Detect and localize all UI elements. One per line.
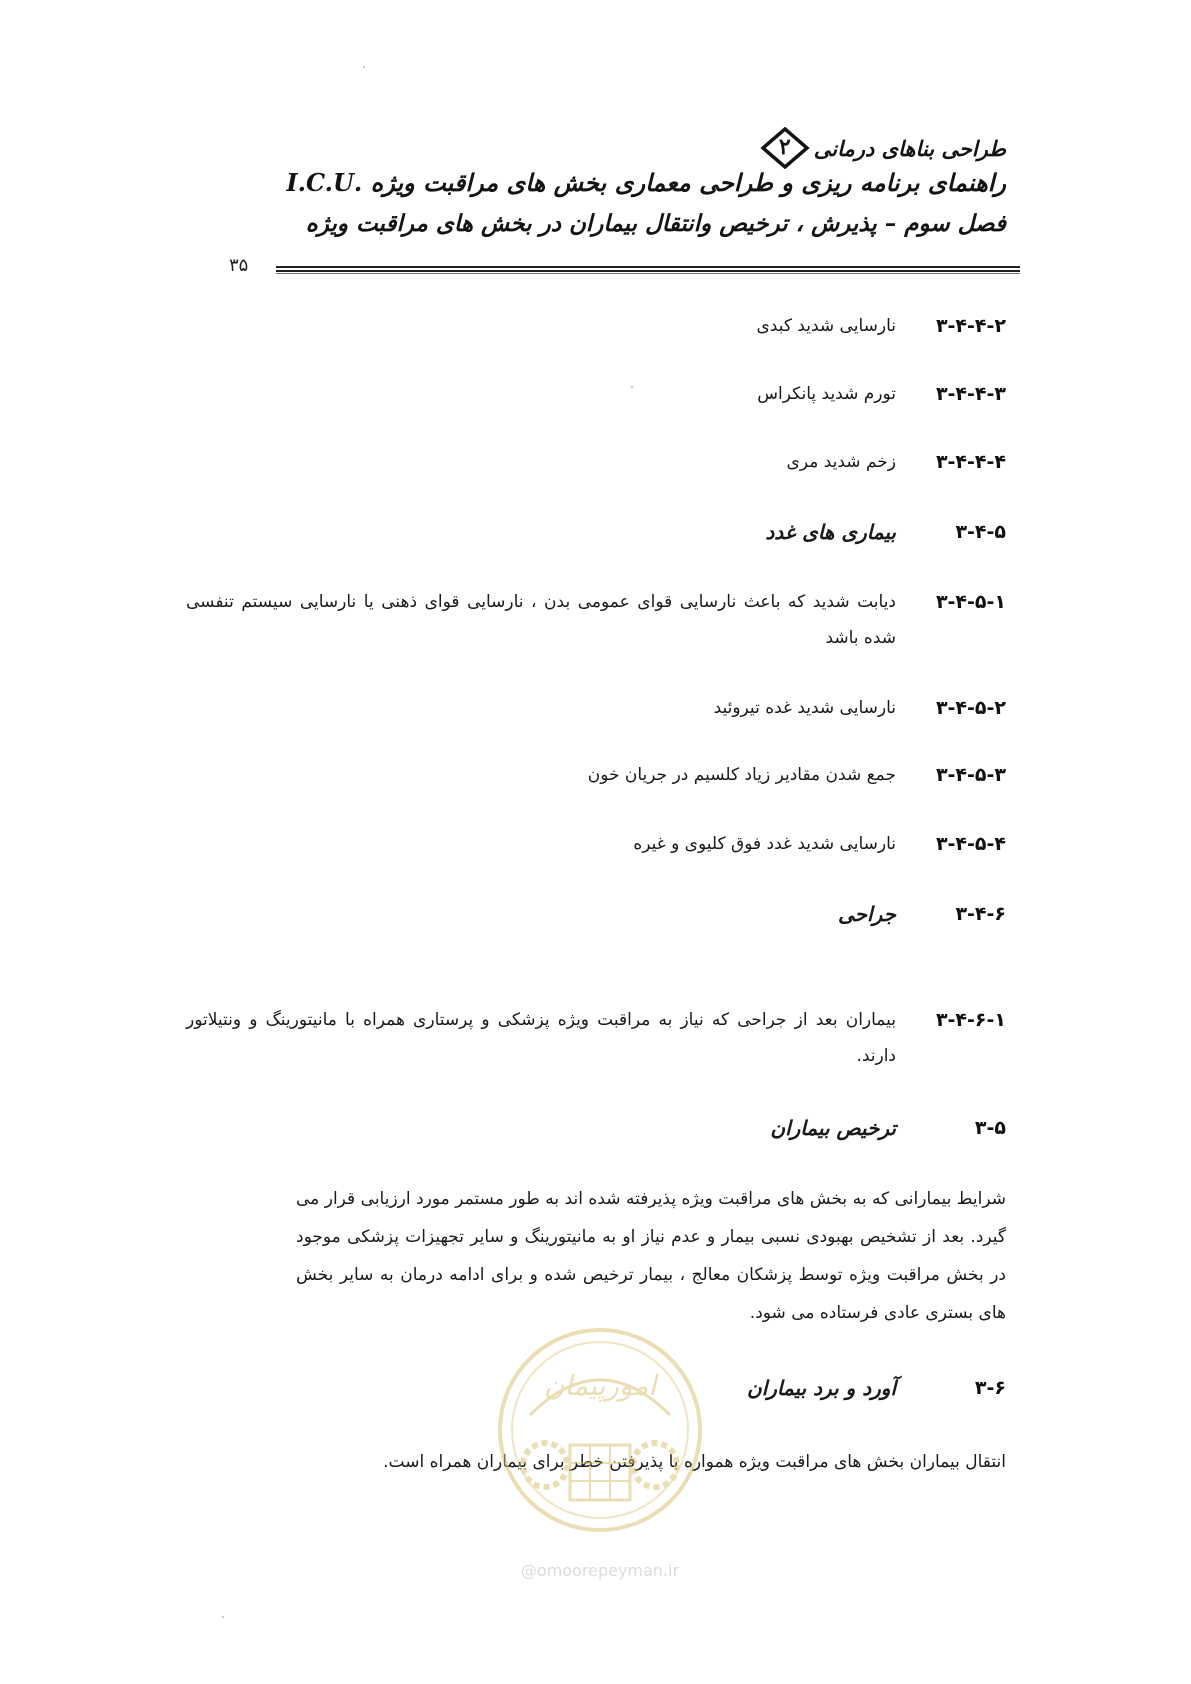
item-number: ۳-۴-۵-۳ <box>935 764 1006 786</box>
section-title: ترخیص بیماران <box>770 1116 896 1140</box>
header-rule <box>276 266 1020 274</box>
section-number: ۳-۶ <box>974 1377 1006 1399</box>
list-item <box>186 308 1006 344</box>
section-heading <box>186 896 1006 932</box>
scan-speck <box>363 66 365 68</box>
body-paragraph: شرایط بیمارانی که به بخش های مراقبت ویژه پذیرفته شده اند به طور مستمر مورد ارزیابی قرار می گیرد. بعد از تشخیص بهبودی نسبی بیمار و عدم نیاز او به مانیتورینگ و سایر تجهیزات پزشکی موجود در بخش مراقبت ویژه توسط پزشکان معالج ، بیمار ترخیص شده و برای ادامه درمان به سایر بخش های بستری عادی فرستاده می شود. <box>296 1189 1006 1323</box>
book-number-diamond-icon <box>760 127 810 169</box>
section-number: ۳-۵ <box>974 1117 1006 1139</box>
scan-speck <box>631 386 633 388</box>
list-item <box>186 757 1006 793</box>
watermark-url: @omoorepeyman.ir <box>520 1561 680 1580</box>
watermark-seal <box>490 1305 710 1595</box>
scan-speck <box>222 1616 224 1618</box>
item-text: نارسایی شدید کبدی <box>756 316 896 336</box>
section-number: ۳-۴-۶ <box>955 903 1006 925</box>
item-number: ۳-۴-۴-۴ <box>935 451 1006 473</box>
item-number: ۳-۴-۵-۴ <box>935 833 1006 855</box>
document-subtitle: راهنمای برنامه ریزی و طراحی معماری بخش های مراقبت ویژه .I.C.U <box>286 168 1006 197</box>
item-text: دیابت شدید که باعث نارسایی قوای عمومی بدن ، نارسایی قوای ذهنی یا نارسایی سیستم تنفسی شده باشد <box>186 592 896 648</box>
section-number: ۳-۴-۵ <box>955 521 1006 543</box>
seal-emblem-icon <box>490 1305 710 1555</box>
item-text: نارسایی شدید غدد فوق کلیوی و غیره <box>633 834 896 854</box>
body-paragraph: انتقال بیماران بخش های مراقبت ویژه همواره با پذیرفتن خطر برای بیماران همراه است. <box>383 1452 1006 1472</box>
item-number: ۳-۴-۴-۳ <box>935 383 1006 405</box>
section-title: بیماری های غدد <box>765 520 896 544</box>
item-text: بیماران بعد از جراحی که نیاز به مراقبت ویژه پزشکی و پرستاری همراه با مانیتورینگ و ونتیلاتور دارند. <box>186 1010 896 1066</box>
item-text: تورم شدید پانکراس <box>757 384 896 404</box>
book-title: طراحی بناهای درمانی <box>813 135 1006 161</box>
item-text: نارسایی شدید غده تیروئید <box>713 698 896 718</box>
section-heading <box>186 1110 1006 1146</box>
item-text: زخم شدید مری <box>786 452 896 472</box>
list-item <box>186 690 1006 726</box>
list-item <box>186 826 1006 862</box>
list-item <box>186 444 1006 480</box>
list-item <box>186 584 1006 656</box>
section-title: آورد و برد بیماران <box>747 1376 896 1400</box>
item-number: ۳-۴-۶-۱ <box>935 1009 1006 1031</box>
seal-text: امورپیمان <box>543 1369 657 1402</box>
section-title: جراحی <box>838 902 896 926</box>
item-text: جمع شدن مقادیر زیاد کلسیم در جریان خون <box>587 765 896 785</box>
chapter-title: فصل سوم – پذیرش ، ترخیص وانتقال بیماران در بخش های مراقبت ویژه <box>305 210 1006 237</box>
page-number: ۳۵ <box>229 255 249 276</box>
item-number: ۳-۴-۴-۲ <box>935 315 1006 337</box>
item-number: ۳-۴-۵-۱ <box>935 591 1006 613</box>
item-number: ۳-۴-۵-۲ <box>935 697 1006 719</box>
list-item <box>186 376 1006 412</box>
list-item <box>186 1002 1006 1074</box>
book-title-line <box>760 127 1006 169</box>
section-heading <box>186 514 1006 550</box>
book-number: ۲ <box>778 134 791 160</box>
